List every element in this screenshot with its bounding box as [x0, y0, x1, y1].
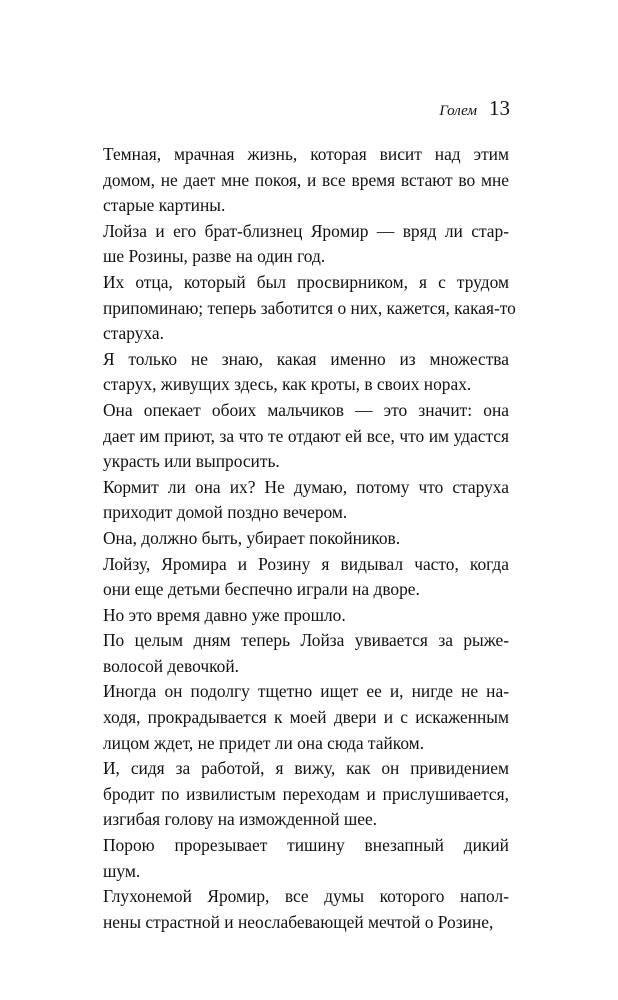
text-line: бродит по извилистым переходам и прислушивается, [103, 783, 509, 804]
text-line: шум. [103, 860, 141, 881]
text-line: волосой девочкой. [103, 655, 239, 676]
text-line: Я только не знаю, какая именно из множества [103, 348, 509, 369]
paragraph [103, 475, 509, 526]
text-line: украсть или выпросить. [103, 451, 280, 472]
text-line: Темная, мрачная жизнь, которая висит над этим [103, 144, 509, 164]
text-line: ходя, прокрадывается к моей двери и с искаженным [103, 707, 509, 728]
paragraph [103, 603, 509, 629]
text-line: припоминаю; теперь заботится о них, кажется, какая-то [103, 297, 516, 318]
body-text [103, 142, 516, 935]
text-line: приходит домой поздно вечером. [103, 502, 348, 523]
text-line: По целым дням теперь Лойза увивается за рыже- [103, 630, 509, 651]
text-line: домом, не дает мне покоя, и все время встают во мне [103, 169, 509, 190]
text-line: Лойза и его брат-близнец Яромир — вряд ли стар- [103, 220, 509, 241]
running-title: Голем [439, 103, 477, 119]
running-head [439, 96, 510, 121]
paragraph [103, 679, 509, 756]
text-line: старуха. [103, 323, 164, 344]
paragraph [103, 833, 509, 884]
text-line: Но это время давно уже прошло. [103, 604, 346, 625]
paragraph [103, 756, 509, 833]
paragraph [103, 347, 509, 398]
paragraph [103, 628, 509, 679]
paragraph [103, 526, 509, 552]
text-line: старые картины. [103, 195, 226, 216]
text-line: Она опекает обоих мальчиков — это значит: она [103, 399, 509, 420]
text-line: Иногда он подолгу тщетно ищет ее и, нигде не на- [103, 681, 509, 702]
text-line: дает им приют, за что те отдают ей все, что им удастся [103, 425, 509, 446]
text-line: нены страстной и неослабевающей мечтой о Розине, [103, 911, 494, 932]
text-line: Глухонемой Яромир, все думы которого напол- [103, 886, 509, 907]
text-line: лицом ждет, не придет ли она сюда тайком. [103, 732, 425, 753]
paragraph [103, 219, 509, 270]
paragraph [103, 142, 509, 219]
text-line: Кормит ли она их? Не думаю, потому что старуха [103, 476, 509, 497]
text-line: они еще детьми беспечно играли на дворе. [103, 579, 420, 600]
text-line: Она, должно быть, убирает покойников. [103, 527, 401, 548]
paragraph [103, 884, 509, 935]
paragraph [103, 398, 509, 475]
text-line: Их отца, который был просвирником, я с трудом [103, 271, 509, 292]
page-number: 13 [489, 96, 510, 120]
text-line: И, сидя за работой, я вижу, как он привидением [103, 758, 509, 779]
text-line: Лойзу, Яромира и Розину я видывал часто, когда [103, 553, 509, 574]
text-line: Порою прорезывает тишину внезапный дикий [103, 835, 509, 856]
text-line: старух, живущих здесь, как кроты, в своих норах. [103, 374, 472, 395]
text-line: изгибая голову на изможденной шее. [103, 809, 378, 830]
paragraph [103, 270, 516, 347]
text-line: ше Розины, разве на один год. [103, 246, 326, 267]
paragraph [103, 552, 509, 603]
